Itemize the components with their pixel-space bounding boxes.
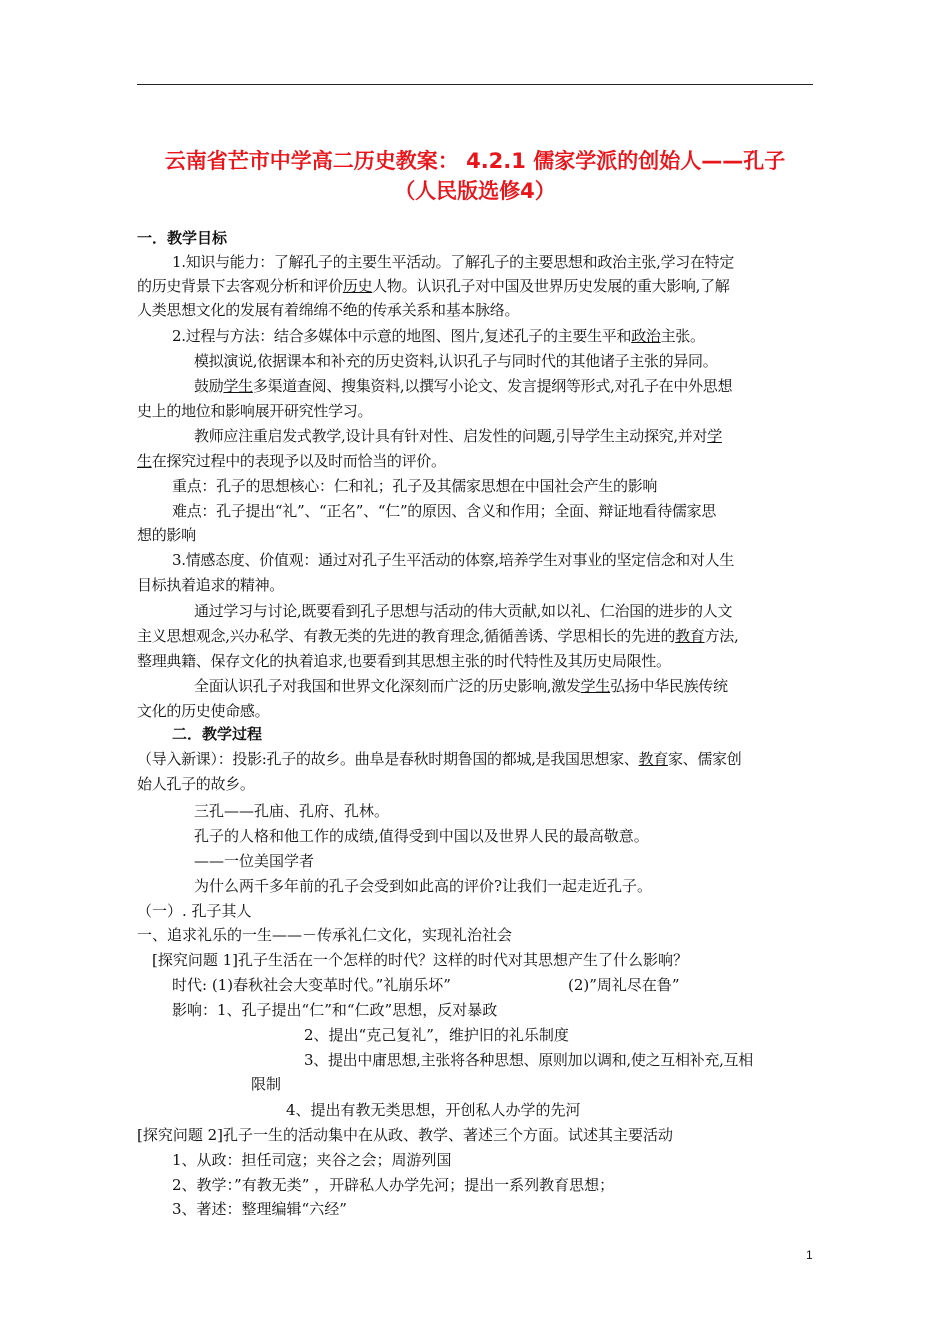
document-title: 云南省芒市中学高二历史教案： 4.2.1 儒家学派的创始人——孔子 <box>164 149 786 173</box>
paragraph-line: 1.知识与能力：了解孔子的主要生平活动。了解孔子的主要思想和政治主张,学习在特定 <box>172 253 735 271</box>
question-2: [探究问题 2]孔子一生的活动集中在从政、教学、著述三个方面。试述其主要活动 <box>137 1126 674 1144</box>
key-point: 重点：孔子的思想核心：仁和礼；孔子及其儒家思想在中国社会产生的影响 <box>172 477 658 495</box>
paragraph-line: 想的影响 <box>137 526 196 544</box>
section-heading-objectives: 一．教学目标 <box>137 229 228 247</box>
paragraph-line: 文化的历史使命感。 <box>137 702 270 720</box>
subsection-heading: 一、追求礼乐的一生——－传承礼仁文化，实现礼治社会 <box>137 926 513 944</box>
paragraph-line: 的历史背景下去客观分析和评价历史人物。认识孔子对中国及世界历史发展的重大影响,了解 <box>137 277 730 295</box>
paragraph-line: 生在探究过程中的表现予以及时而恰当的评价。 <box>137 452 446 470</box>
paragraph-line: 整理典籍、保存文化的执着追求,也要看到其思想主张的时代特性及其历史局限性。 <box>137 652 671 670</box>
paragraph-line: 史上的地位和影响展开研究性学习。 <box>137 402 373 420</box>
paragraph-line: 始人孔子的故乡。 <box>137 775 255 793</box>
paragraph-line: 为什么两千多年前的孔子会受到如此高的评价?让我们一起走近孔子。 <box>194 877 653 895</box>
link-students[interactable]: 学生 <box>223 377 253 395</box>
paragraph-line: 目标执着追求的精神。 <box>137 576 285 594</box>
paragraph-line: 鼓励学生多渠道查阅、搜集资料,以撰写小论文、发言提纲等形式,对孔子在中外思想 <box>194 377 733 395</box>
paragraph-line: 教师应注重启发式教学,设计具有针对性、启发性的问题,引导学生主动探究,并对学 <box>194 427 722 445</box>
difficult-point: 难点：孔子提出“礼”、“正名”、“仁”的原因、含义和作用；全面、辩证地看待儒家思 <box>172 502 717 520</box>
paragraph-line: 三孔——孔庙、孔府、孔林。 <box>194 802 390 820</box>
subsection-heading: （一）. 孔子其人 <box>137 902 252 920</box>
paragraph-line: 主义思想观念,兴办私学、有教无类的先进的教育理念,循循善诱、学思相长的先进的教育方法, <box>137 627 739 645</box>
document-subtitle: （人民版选修4） <box>394 179 556 203</box>
page-number: 1 <box>806 1248 813 1262</box>
question-1: [探究问题 1]孔子生活在一个怎样的时代？这样的时代对其思想产生了什么影响？ <box>152 951 689 969</box>
link-history[interactable]: 历史 <box>342 277 373 295</box>
era-line: 时代: (1)春秋社会大变革时代。”礼崩乐坏” <box>172 976 451 994</box>
era-line-2: (2)”周礼尽在鲁” <box>568 976 680 994</box>
quote: 孔子的人格和他工作的成绩,值得受到中国以及世界人民的最高敬意。 <box>194 827 649 845</box>
paragraph-line: 人类思想文化的发展有着绵绵不绝的传承关系和基本脉络。 <box>137 301 520 319</box>
paragraph-line: （导入新课）：投影:孔子的故乡。曲阜是春秋时期鲁国的都城,是我国思想家、教育家、儒家创 <box>137 750 742 768</box>
paragraph-line: 3.情感态度、价值观：通过对孔子生平活动的体察,培养学生对事业的坚定信念和对人生 <box>172 551 735 569</box>
header-rule <box>137 84 813 85</box>
link-students-2[interactable]: 学生 <box>580 677 611 695</box>
paragraph-line: 2.过程与方法：结合多媒体中示意的地图、图片,复述孔子的主要生平和政治主张。 <box>172 327 705 345</box>
influence-item: 3、提出中庸思想,主张将各种思想、原则加以调和,使之互相补充,互相 <box>304 1051 753 1069</box>
link-politics[interactable]: 政治 <box>631 327 661 345</box>
activity-item: 3、著述：整理编辑“六经” <box>172 1200 347 1218</box>
influence-item: 4、提出有教无类思想，开创私人办学的先河 <box>286 1101 581 1119</box>
link-student-a[interactable]: 学 <box>707 427 722 445</box>
quote-attribution: ——一位美国学者 <box>194 852 315 870</box>
influence-item: 影响：1、孔子提出“仁”和“仁政”思想，反对暴政 <box>172 1001 498 1019</box>
influence-item: 2、提出“克己复礼”，维护旧的礼乐制度 <box>304 1026 569 1044</box>
paragraph-line: 通过学习与讨论,既要看到孔子思想与活动的伟大贡献,如以礼、仁治国的进步的人文 <box>194 602 733 620</box>
influence-item: 限制 <box>251 1075 282 1093</box>
paragraph-line: 全面认识孔子对我国和世界文化深刻而广泛的历史影响,激发学生弘扬中华民族传统 <box>194 677 728 695</box>
paragraph-line: 模拟演说,依据课本和补充的历史资料,认识孔子与同时代的其他诸子主张的异同。 <box>194 352 718 370</box>
section-heading-process: 二．教学过程 <box>172 725 263 743</box>
link-student-b[interactable]: 生 <box>137 452 152 470</box>
link-education-2[interactable]: 教育 <box>638 750 668 768</box>
link-education[interactable]: 教育 <box>675 627 705 645</box>
activity-item: 2、教学：”有教无类” ，开辟私人办学先河；提出一系列教育思想； <box>172 1176 615 1194</box>
activity-item: 1、从政：担任司寇；夹谷之会；周游列国 <box>172 1151 452 1169</box>
